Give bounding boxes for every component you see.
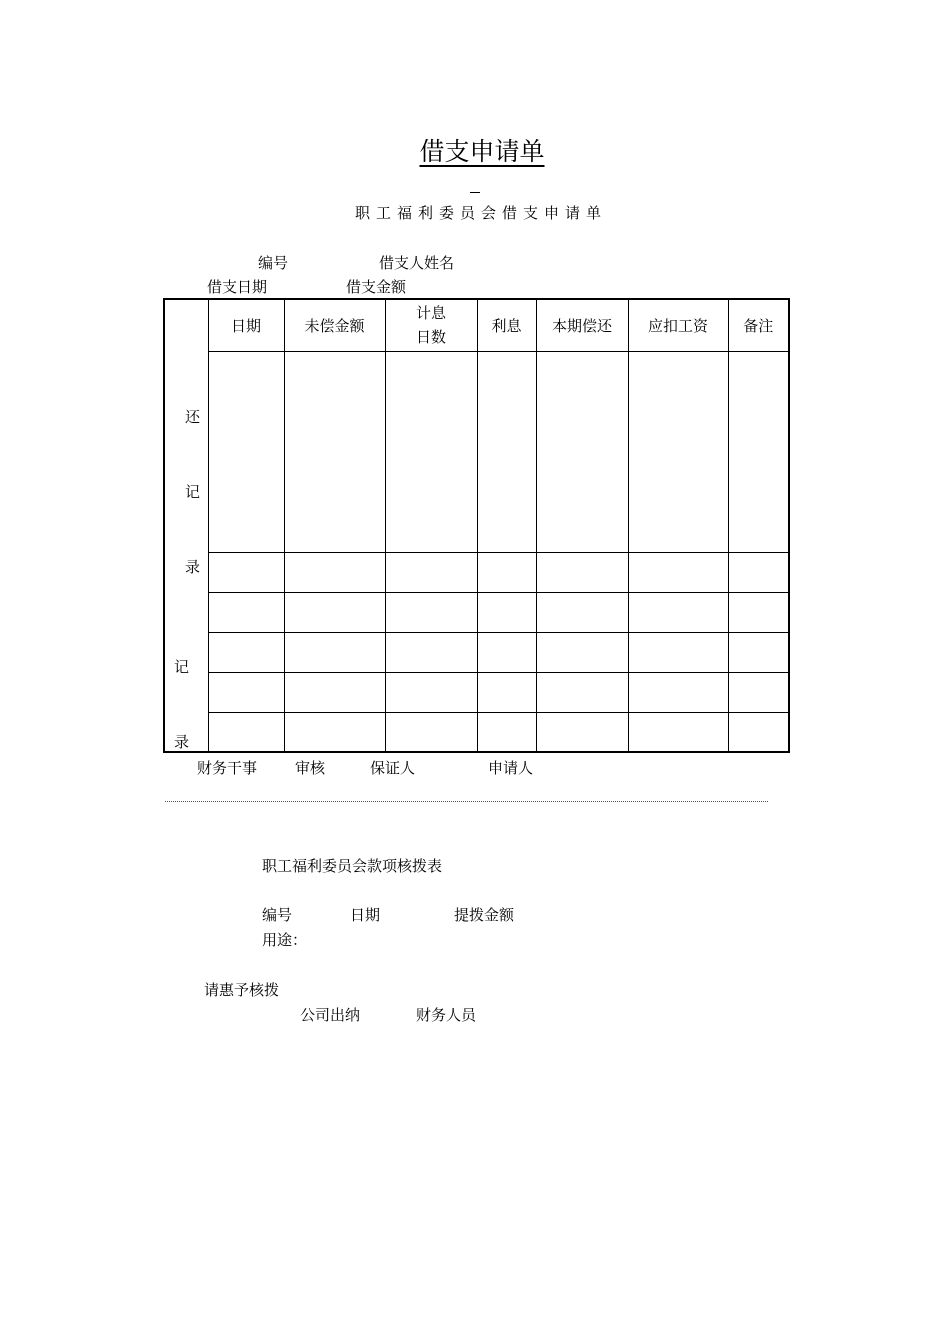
signature-guarantor: 保证人 <box>370 759 416 777</box>
borrow-amount-label: 借支金额 <box>346 278 407 296</box>
col-header-current-repay: 本期偿还 <box>536 299 628 351</box>
table-row <box>164 592 789 632</box>
side-char: 还 <box>185 408 201 426</box>
col-header-remarks: 备注 <box>728 299 789 351</box>
side-char: 录 <box>174 733 190 751</box>
col-header-interest-days <box>385 299 477 351</box>
title-divider <box>470 192 480 193</box>
form-subtitle: 职工福利委员会借支申请单 <box>354 204 607 222</box>
table-row <box>164 632 789 672</box>
repayment-record-table <box>163 298 790 753</box>
record-side-label <box>164 299 208 752</box>
side-char: 记 <box>185 483 201 501</box>
approval-request-text: 请惠予核拨 <box>204 981 280 999</box>
signature-finance-clerk: 财务干事 <box>197 759 258 777</box>
col-header-interest: 利息 <box>477 299 536 351</box>
side-char: 录 <box>185 558 201 576</box>
table-row <box>164 351 789 552</box>
approval-title: 职工福利委员会款项核拨表 <box>262 857 443 875</box>
table-row <box>164 672 789 712</box>
approval-number-label: 编号 <box>262 906 293 924</box>
approval-amount-label: 提拨金额 <box>454 906 515 924</box>
col-header-date: 日期 <box>208 299 284 351</box>
table-row <box>164 552 789 592</box>
page-title: 借支申请单 <box>419 137 545 166</box>
signature-applicant: 申请人 <box>488 759 534 777</box>
cut-line <box>165 801 768 802</box>
approval-purpose-label: 用途： <box>262 931 308 949</box>
signature-review: 审核 <box>295 759 326 777</box>
borrow-date-label: 借支日期 <box>207 278 268 296</box>
col-header-salary-deduct: 应扣工资 <box>628 299 728 351</box>
approval-cashier-label: 公司出纳 <box>300 1006 361 1024</box>
approval-finance-label: 财务人员 <box>416 1006 477 1024</box>
col-header-unpaid: 未偿金额 <box>284 299 385 351</box>
side-char: 记 <box>174 658 190 676</box>
approval-date-label: 日期 <box>350 906 381 924</box>
table-row <box>164 712 789 752</box>
borrower-name-label: 借支人姓名 <box>379 254 455 272</box>
col-header-interest-days-line1: 计息 <box>415 304 446 323</box>
number-label: 编号 <box>258 254 289 272</box>
col-header-interest-days-line2: 日数 <box>415 328 446 347</box>
